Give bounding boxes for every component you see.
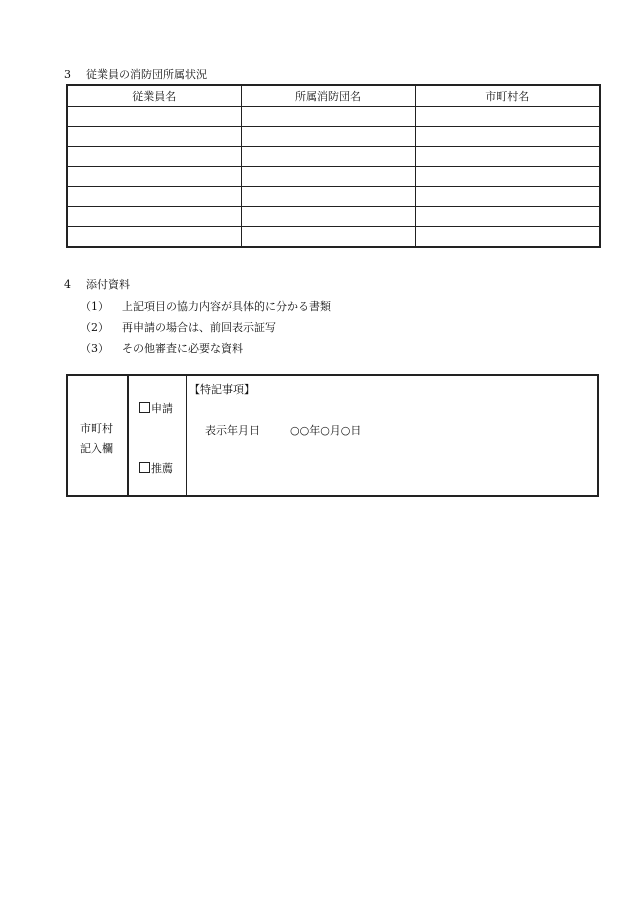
table-row <box>67 207 600 227</box>
table-row <box>67 127 600 147</box>
list-item <box>80 317 331 338</box>
table-header-row <box>67 85 600 107</box>
recommend-label: 推薦 <box>151 462 173 475</box>
apply-label: 申請 <box>151 402 173 415</box>
apply-checkbox[interactable] <box>139 402 150 413</box>
attachment-text: その他審査に必要な資料 <box>122 342 243 355</box>
attachment-text: 再申請の場合は、前回表示証写 <box>122 321 276 334</box>
cell-employee-name[interactable] <box>67 167 241 187</box>
cell-municipality[interactable] <box>415 107 600 127</box>
cell-employee-name[interactable] <box>67 187 241 207</box>
table-row <box>67 107 600 127</box>
cell-fire-brigade[interactable] <box>241 107 415 127</box>
cell-employee-name[interactable] <box>67 207 241 227</box>
table-row <box>67 187 600 207</box>
cell-employee-name[interactable] <box>67 127 241 147</box>
section-3-title: 従業員の消防団所属状況 <box>86 68 207 81</box>
table-row <box>67 167 600 187</box>
recommend-checkbox[interactable] <box>139 462 150 473</box>
section-4-number: 4 <box>64 278 71 291</box>
cell-municipality[interactable] <box>415 147 600 167</box>
display-date-line <box>205 422 361 438</box>
section-4-title: 添付資料 <box>86 278 130 291</box>
cell-municipality[interactable] <box>415 167 600 187</box>
attachment-number: （3） <box>80 342 109 355</box>
section-3-heading <box>64 66 207 82</box>
attachment-list <box>80 296 331 359</box>
cell-fire-brigade[interactable] <box>241 127 415 147</box>
display-date-value: ○○年○月○日 <box>290 424 362 437</box>
attachment-number: （1） <box>80 300 109 313</box>
cell-fire-brigade[interactable] <box>241 227 415 248</box>
cell-employee-name[interactable] <box>67 147 241 167</box>
cell-employee-name[interactable] <box>67 227 241 248</box>
cell-municipality[interactable] <box>415 227 600 248</box>
table-row <box>67 147 600 167</box>
cell-municipality[interactable] <box>415 187 600 207</box>
municipal-label-line2: 記入欄 <box>80 442 113 455</box>
cell-fire-brigade[interactable] <box>241 147 415 167</box>
cell-fire-brigade[interactable] <box>241 167 415 187</box>
section-4-heading <box>64 276 130 292</box>
column-header-fire-brigade: 所属消防団名 <box>241 85 415 107</box>
recommend-checkbox-item[interactable] <box>139 460 173 476</box>
municipal-check-column <box>129 376 187 495</box>
cell-fire-brigade[interactable] <box>241 207 415 227</box>
cell-fire-brigade[interactable] <box>241 187 415 207</box>
column-header-municipality: 市町村名 <box>415 85 600 107</box>
special-notes-title: 【特記事項】 <box>189 383 255 396</box>
municipal-label-column <box>68 376 129 495</box>
display-date-label: 表示年月日 <box>205 424 260 437</box>
apply-checkbox-item[interactable] <box>139 400 173 416</box>
special-notes-area[interactable] <box>187 376 597 495</box>
firefighter-membership-table <box>66 84 601 248</box>
attachment-number: （2） <box>80 321 109 334</box>
cell-employee-name[interactable] <box>67 107 241 127</box>
attachment-text: 上記項目の協力内容が具体的に分かる書類 <box>122 300 331 313</box>
cell-municipality[interactable] <box>415 207 600 227</box>
column-header-employee-name: 従業員名 <box>67 85 241 107</box>
cell-municipality[interactable] <box>415 127 600 147</box>
section-3-number: 3 <box>64 68 71 81</box>
list-item <box>80 338 331 359</box>
municipal-label-line1: 市町村 <box>80 422 113 435</box>
municipal-entry-box <box>66 374 599 497</box>
table-row <box>67 227 600 248</box>
list-item <box>80 296 331 317</box>
